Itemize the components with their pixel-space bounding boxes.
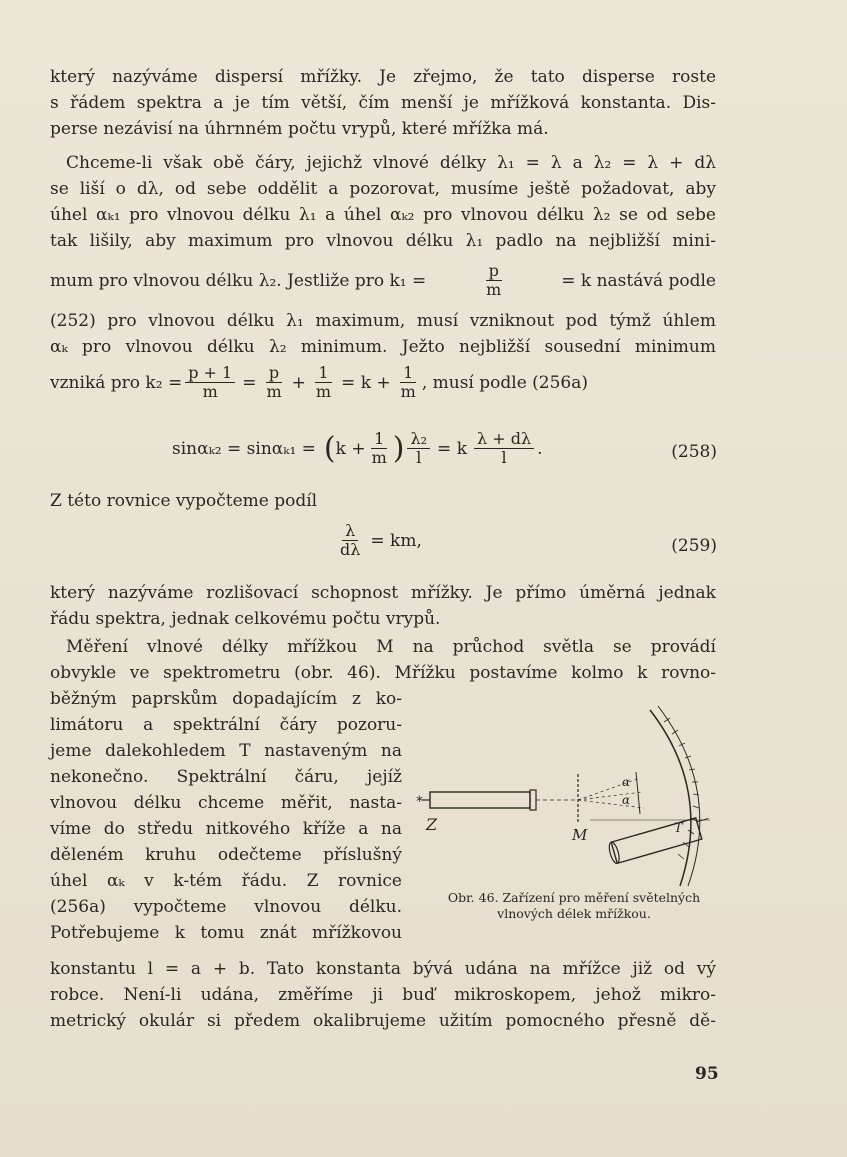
fraction <box>337 522 363 559</box>
fraction-denominator: m <box>266 382 282 401</box>
spectrometer-diagram <box>412 700 732 890</box>
text-line: s řádem spektra a je tím větší, čím menší je mřížková konstanta. Dis- <box>50 93 716 113</box>
fraction-denominator: l <box>501 448 507 467</box>
label-alpha: α <box>622 793 631 807</box>
text-line: děleném kruhu odečteme příslušný <box>50 845 402 865</box>
graduated-circle-outer <box>658 706 700 886</box>
equation-number: (259) <box>671 536 717 556</box>
telescope <box>607 815 713 865</box>
close-paren: ) <box>392 430 405 466</box>
text-line: (252) pro vlnovou délku λ₁ maximum, musí vzniknout pod týmž úhlem <box>50 311 716 331</box>
fraction-numerator: λ + dλ <box>474 430 534 449</box>
fraction-numerator: λ <box>342 522 358 541</box>
fraction-denominator: l <box>416 448 422 467</box>
equation-left: sinαₖ₂ = sinαₖ₁ = <box>172 438 316 459</box>
figure-caption-line: Obr. 46. Zařízení pro měření světelných <box>447 890 701 905</box>
equation-mid: = k <box>437 438 467 459</box>
text-line: vlnovou délku chceme měřit, nasta- <box>50 793 402 813</box>
text-segment: = k + <box>341 372 391 393</box>
light-source-icon: * <box>416 794 423 810</box>
label-z: Z <box>426 815 438 834</box>
text-line: Z této rovnice vypočteme podíl <box>50 491 318 511</box>
fraction <box>398 364 419 401</box>
equation-end: . <box>537 438 543 459</box>
text-line: řádu spektra, jednak celkovému počtu vrypů. <box>50 609 441 629</box>
text-line: jeme dalekohledem T nastaveným na <box>50 741 402 761</box>
text-line: který nazýváme rozlišovací schopnost mřížky. Je přímo úměrná jednak <box>50 583 716 603</box>
text-line-with-fraction <box>50 262 716 299</box>
fraction-numerator: p + 1 <box>185 364 235 383</box>
text-line: (256a) vypočteme vlnovou délku. <box>50 897 402 917</box>
text-segment: mum pro vlnovou délku λ₂. Jestliže pro k₁ = <box>50 270 427 291</box>
fraction-numerator: p <box>266 364 282 383</box>
text-line: úhel αₖ₁ pro vlnovou délku λ₁ a úhel αₖ₂ pro vlnovou délku λ₂ se od sebe <box>50 205 716 225</box>
fraction-numerator: λ₂ <box>407 430 430 449</box>
text-line: se liší o dλ, od sebe oddělit a pozorovat, musíme ještě požadovat, aby <box>50 179 716 199</box>
equation-258 <box>172 430 543 467</box>
fraction-denominator: m <box>486 280 502 299</box>
text-line: metrický okulár si předem okalibrujeme užitím pomocného přesně dě- <box>50 1011 716 1031</box>
text-line: nekonečno. Spektrální čáru, jejíž <box>50 767 402 787</box>
text-line: Měření vlnové délky mřížkou M na průchod světla se provádí <box>66 637 716 657</box>
fraction-denominator: m <box>371 448 387 467</box>
operator: + <box>291 372 306 393</box>
fraction-denominator: m <box>400 382 416 401</box>
figure-caption-line: vlnových délek mřížkou. <box>497 906 651 921</box>
fraction <box>369 430 390 467</box>
fraction <box>263 364 284 401</box>
fraction-denominator: m <box>202 382 218 401</box>
text-line: perse nezávisí na úhrnném počtu vrypů, které mřížka má. <box>50 119 549 139</box>
collimator-tube <box>430 792 530 808</box>
graduated-circle-arc <box>650 710 691 886</box>
fraction-numerator: 1 <box>400 364 416 383</box>
collimator-lens <box>530 790 536 810</box>
text-line: Chceme-li však obě čáry, jejichž vlnové délky λ₁ = λ a λ₂ = λ + dλ <box>66 153 716 173</box>
text-segment: vzniká pro k₂ = <box>50 372 183 393</box>
fraction <box>185 364 235 401</box>
label-t: T <box>674 821 683 836</box>
text-line: víme do středu nitkového kříže a na <box>50 819 402 839</box>
text-segment: = k nastává podle <box>561 270 716 291</box>
text-line: αₖ pro vlnovou délku λ₂ minimum. Ježto nejbližší sousední minimum <box>50 337 716 357</box>
equation-number: (258) <box>671 442 717 462</box>
label-m: M <box>572 826 588 844</box>
text-line: limátoru a spektrální čáry pozoru- <box>50 715 402 735</box>
text-line: který nazýváme dispersí mřížky. Je zřejmo, že tato disperse roste <box>50 67 716 87</box>
text-line: Potřebujeme k tomu znát mřížkovou <box>50 923 402 943</box>
fraction <box>313 364 334 401</box>
text-line: konstantu l = a + b. Tato konstanta bývá udána na mřížce již od vý <box>50 959 716 979</box>
text-line: robce. Není-li udána, změříme ji buď mikroskopem, jehož mikro- <box>50 985 716 1005</box>
open-paren: ( <box>323 430 336 466</box>
fraction-numerator: 1 <box>315 364 331 383</box>
text-line: tak lišily, aby maximum pro vlnovou délku λ₁ padlo na nejbližší mini- <box>50 231 716 251</box>
fraction-numerator: p <box>486 262 502 281</box>
text-line: úhel αₖ v k-tém řádu. Z rovnice <box>50 871 402 891</box>
fraction-numerator: 1 <box>371 430 387 449</box>
fraction-p-over-m <box>483 262 504 299</box>
operator: = <box>242 372 257 393</box>
equation-rhs: = km, <box>370 530 422 551</box>
equation-259 <box>334 522 422 559</box>
angle-arc <box>636 772 640 814</box>
fraction <box>407 430 430 467</box>
fraction <box>474 430 534 467</box>
text-line: obvykle ve spektrometru (obr. 46). Mřížku postavíme kolmo k rovno- <box>50 663 716 683</box>
text-segment: , musí podle (256a) <box>421 372 589 393</box>
label-alpha: α <box>622 775 631 789</box>
equation-k: k + <box>335 438 366 459</box>
text-line: běžným paprskům dopadajícím z ko- <box>50 689 402 709</box>
text-line-with-fractions <box>50 364 588 401</box>
page-number: 95 <box>695 1064 719 1084</box>
fraction-denominator: m <box>315 382 332 401</box>
fraction-denominator: dλ <box>340 540 361 559</box>
